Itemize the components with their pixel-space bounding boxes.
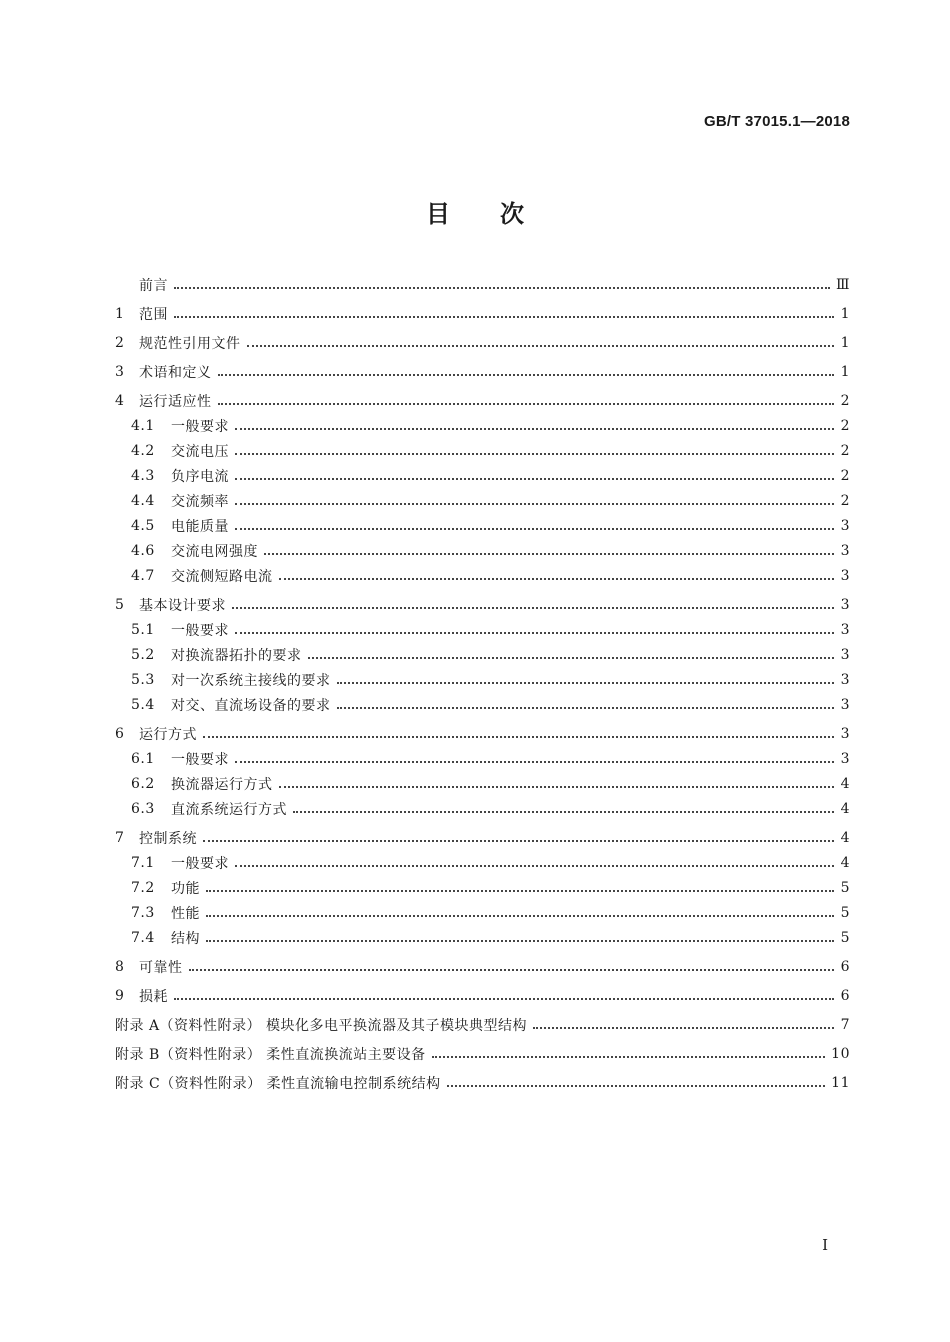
toc-entry[interactable] xyxy=(115,513,850,538)
toc-leader-dots xyxy=(203,839,834,842)
toc-entry[interactable] xyxy=(115,746,850,771)
toc-entry-label: 运行方式 xyxy=(139,726,197,743)
toc-entry-number: 5.4 xyxy=(131,696,155,713)
toc-leader-dots xyxy=(308,656,835,659)
toc-entry-label: 对一次系统主接线的要求 xyxy=(171,672,331,689)
toc-entry[interactable] xyxy=(115,1041,850,1066)
toc-leader-dots xyxy=(203,735,834,738)
toc-leader-dots xyxy=(232,606,834,609)
toc-entry-page: 1 xyxy=(840,305,850,322)
toc-leader-dots xyxy=(247,344,835,347)
toc-entry[interactable] xyxy=(115,642,850,667)
toc-entry[interactable] xyxy=(115,301,850,326)
toc-entry-page: Ⅲ xyxy=(835,276,850,293)
toc-entry-number: 4.5 xyxy=(131,517,155,534)
toc-entry-page: 3 xyxy=(840,542,850,559)
toc-entry-page: 10 xyxy=(831,1045,850,1062)
toc-entry[interactable] xyxy=(115,1012,850,1037)
toc-leader-dots xyxy=(174,315,834,318)
toc-entry-number: 7.2 xyxy=(131,879,155,896)
toc-leader-dots xyxy=(235,760,834,763)
toc-entry-label: 损耗 xyxy=(139,988,168,1005)
toc-entry-label: 性能 xyxy=(171,905,200,922)
toc-entry-label: 结构 xyxy=(171,930,200,947)
toc-leader-dots xyxy=(235,427,834,430)
toc-entry-label: 对交、直流场设备的要求 xyxy=(171,697,331,714)
toc-leader-dots xyxy=(206,914,834,917)
toc-leader-dots xyxy=(279,785,835,788)
toc-entry-page: 3 xyxy=(840,725,850,742)
toc-entry-number: 5 xyxy=(115,596,125,613)
toc-entry[interactable] xyxy=(115,488,850,513)
toc-entry[interactable] xyxy=(115,771,850,796)
toc-entry-page: 1 xyxy=(840,334,850,351)
toc-entry-label: 术语和定义 xyxy=(139,364,212,381)
toc-entry-number: 7.4 xyxy=(131,929,155,946)
toc-leader-dots xyxy=(206,939,834,942)
toc-entry[interactable] xyxy=(115,667,850,692)
toc-entry-number: 6.3 xyxy=(131,800,155,817)
toc-entry-label: 功能 xyxy=(171,880,200,897)
toc-entry[interactable] xyxy=(115,463,850,488)
toc-entry-page: 3 xyxy=(840,621,850,638)
toc-entry-page: 4 xyxy=(840,854,850,871)
toc-entry-label: 一般要求 xyxy=(171,855,229,872)
toc-entry[interactable] xyxy=(115,617,850,642)
toc-entry-label: 附录 C（资料性附录） 柔性直流输电控制系统结构 xyxy=(115,1075,441,1092)
toc-entry-label: 电能质量 xyxy=(171,518,229,535)
toc-entry-page: 3 xyxy=(840,696,850,713)
toc-entry-label: 附录 B（资料性附录） 柔性直流换流站主要设备 xyxy=(115,1046,426,1063)
toc-entry-page: 2 xyxy=(840,467,850,484)
toc-entry[interactable] xyxy=(115,875,850,900)
toc-entry-page: 2 xyxy=(840,417,850,434)
toc-entry-page: 7 xyxy=(840,1016,850,1033)
toc-entry-label: 负序电流 xyxy=(171,468,229,485)
toc-entry-page: 2 xyxy=(840,392,850,409)
toc-entry-number: 5.3 xyxy=(131,671,155,688)
toc-entry-number: 4 xyxy=(115,392,125,409)
toc-entry[interactable] xyxy=(115,592,850,617)
toc-entry-label: 一般要求 xyxy=(171,751,229,768)
toc-entry-page: 2 xyxy=(840,442,850,459)
toc-entry-label: 规范性引用文件 xyxy=(139,335,241,352)
toc-entry-number: 1 xyxy=(115,305,125,322)
toc-leader-dots xyxy=(432,1055,825,1058)
toc-entry[interactable] xyxy=(115,438,850,463)
toc-entry-number: 7.3 xyxy=(131,904,155,921)
toc-entry-number: 4.1 xyxy=(131,417,155,434)
toc-entry-label: 可靠性 xyxy=(139,959,183,976)
toc-entry[interactable] xyxy=(115,330,850,355)
toc-leader-dots xyxy=(189,968,835,971)
toc-entry-label: 交流侧短路电流 xyxy=(171,568,273,585)
toc-entry[interactable] xyxy=(115,413,850,438)
toc-leader-dots xyxy=(235,527,834,530)
toc-entry-number: 4.2 xyxy=(131,442,155,459)
toc-entry-number: 3 xyxy=(115,363,125,380)
toc-entry[interactable] xyxy=(115,538,850,563)
toc-entry-number: 8 xyxy=(115,958,125,975)
toc-entry-label: 一般要求 xyxy=(171,418,229,435)
toc-entry-label: 直流系统运行方式 xyxy=(171,801,287,818)
toc-leader-dots xyxy=(174,997,834,1000)
toc-leader-dots xyxy=(235,477,834,480)
toc-entry-number: 6.2 xyxy=(131,775,155,792)
toc-entry[interactable] xyxy=(115,954,850,979)
toc-entry[interactable] xyxy=(115,983,850,1008)
toc-leader-dots xyxy=(533,1026,834,1029)
toc-leader-dots xyxy=(279,577,835,580)
toc-entry-page: 3 xyxy=(840,671,850,688)
toc-entry-page: 3 xyxy=(840,750,850,767)
toc-entry-page: 4 xyxy=(840,775,850,792)
toc-entry-label: 换流器运行方式 xyxy=(171,776,273,793)
toc-leader-dots xyxy=(235,864,834,867)
toc-entry-label: 交流频率 xyxy=(171,493,229,510)
toc-entry-page: 3 xyxy=(840,596,850,613)
toc-entry-page: 3 xyxy=(840,517,850,534)
toc-entry-label: 对换流器拓扑的要求 xyxy=(171,647,302,664)
toc-entry-number: 4.6 xyxy=(131,542,155,559)
toc-entry[interactable] xyxy=(115,359,850,384)
toc-entry-number: 5.2 xyxy=(131,646,155,663)
toc-entry-page: 11 xyxy=(831,1074,850,1091)
toc-leader-dots xyxy=(218,373,835,376)
table-of-contents xyxy=(115,272,850,1095)
toc-entry[interactable] xyxy=(115,563,850,588)
toc-leader-dots xyxy=(337,681,835,684)
toc-entry-page: 3 xyxy=(840,567,850,584)
standard-code: GB/T 37015.1—2018 xyxy=(704,113,850,130)
page-title: 目次 xyxy=(426,199,574,228)
toc-entry-number: 2 xyxy=(115,334,125,351)
toc-leader-dots xyxy=(235,502,834,505)
toc-leader-dots xyxy=(235,631,834,634)
toc-leader-dots xyxy=(447,1084,826,1087)
toc-leader-dots xyxy=(337,706,835,709)
toc-leader-dots xyxy=(264,552,834,555)
toc-entry-page: 3 xyxy=(840,646,850,663)
toc-entry-number: 7 xyxy=(115,829,125,846)
toc-entry[interactable] xyxy=(115,850,850,875)
toc-entry-page: 4 xyxy=(840,800,850,817)
toc-entry-page: 4 xyxy=(840,829,850,846)
toc-entry[interactable] xyxy=(115,388,850,413)
toc-entry-page: 6 xyxy=(840,987,850,1004)
toc-entry-label: 附录 A（资料性附录） 模块化多电平换流器及其子模块典型结构 xyxy=(115,1017,528,1034)
toc-entry-number: 7.1 xyxy=(131,854,155,871)
toc-entry-number: 4.3 xyxy=(131,467,155,484)
toc-entry-page: 5 xyxy=(840,929,850,946)
toc-leader-dots xyxy=(235,452,834,455)
toc-entry-number: 5.1 xyxy=(131,621,155,638)
toc-entry-label: 运行适应性 xyxy=(139,393,212,410)
toc-entry-label: 前言 xyxy=(139,277,168,294)
toc-entry-label: 控制系统 xyxy=(139,830,197,847)
toc-entry-label: 基本设计要求 xyxy=(139,597,226,614)
page-number: I xyxy=(822,1236,828,1254)
toc-entry[interactable] xyxy=(115,721,850,746)
toc-entry-page: 1 xyxy=(840,363,850,380)
toc-entry-label: 一般要求 xyxy=(171,622,229,639)
toc-entry[interactable] xyxy=(115,900,850,925)
toc-entry-number: 6 xyxy=(115,725,125,742)
toc-entry-page: 5 xyxy=(840,879,850,896)
toc-entry-label: 范围 xyxy=(139,306,168,323)
toc-leader-dots xyxy=(293,810,834,813)
toc-entry[interactable] xyxy=(115,272,850,297)
toc-entry-label: 交流电压 xyxy=(171,443,229,460)
toc-entry-number: 4.4 xyxy=(131,492,155,509)
toc-entry[interactable] xyxy=(115,925,850,950)
toc-leader-dots xyxy=(174,286,830,289)
toc-entry-label: 交流电网强度 xyxy=(171,543,258,560)
toc-entry[interactable] xyxy=(115,796,850,821)
toc-entry-page: 5 xyxy=(840,904,850,921)
toc-entry-number: 6.1 xyxy=(131,750,155,767)
toc-entry-page: 2 xyxy=(840,492,850,509)
toc-entry[interactable] xyxy=(115,825,850,850)
toc-entry-page: 6 xyxy=(840,958,850,975)
toc-leader-dots xyxy=(218,402,835,405)
toc-entry[interactable] xyxy=(115,1070,850,1095)
toc-entry[interactable] xyxy=(115,692,850,717)
toc-entry-number: 9 xyxy=(115,987,125,1004)
toc-leader-dots xyxy=(206,889,834,892)
toc-entry-number: 4.7 xyxy=(131,567,155,584)
